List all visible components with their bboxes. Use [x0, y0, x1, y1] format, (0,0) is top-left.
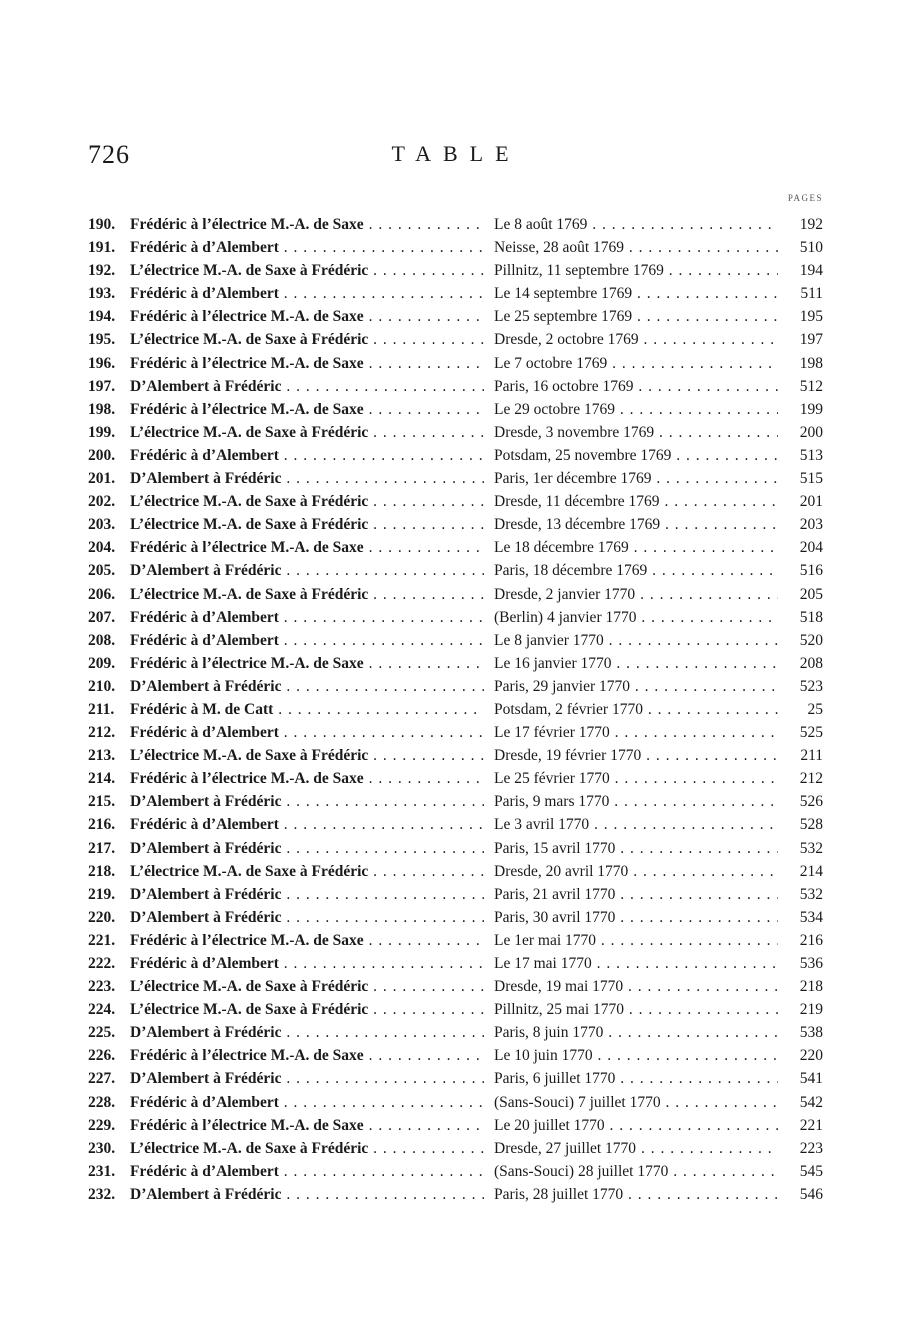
- entry-page: 513: [799, 446, 823, 464]
- entry-correspondents: D’Alembert à Frédéric . . .: [130, 1021, 484, 1044]
- entry-correspondents: Frédéric à l’électrice M.-A. de Saxe . . .: [130, 352, 484, 375]
- entry-correspondents: Frédéric à d’Alembert . . .: [130, 629, 484, 652]
- entry-page: 518: [799, 608, 823, 626]
- entry-correspondents: Frédéric à M. de Catt . . .: [130, 698, 484, 721]
- toc-entry: [0, 467, 900, 490]
- entry-place-date: Le 10 juin 1770 . . .: [494, 1044, 778, 1067]
- entry-correspondents: Frédéric à d’Alembert . . .: [130, 1160, 484, 1183]
- entry-number: 224.: [88, 1001, 116, 1019]
- entry-page: 532: [799, 839, 823, 857]
- entry-number: 219.: [88, 885, 116, 903]
- entry-number: 230.: [88, 1139, 116, 1157]
- entry-number: 213.: [88, 747, 116, 765]
- entry-correspondents: Frédéric à l’électrice M.-A. de Saxe . . .: [130, 1114, 484, 1137]
- page-title: TABLE: [391, 141, 521, 166]
- entry-place-date: Le 3 avril 1770 . . .: [494, 813, 778, 836]
- toc-entry: [0, 837, 900, 860]
- entry-place-date: Dresde, 13 décembre 1769 . . .: [494, 513, 778, 536]
- entry-correspondents: D’Alembert à Frédéric . . .: [130, 1067, 484, 1090]
- entry-page: 192: [799, 216, 823, 233]
- entry-correspondents: L’électrice M.-A. de Saxe à Frédéric . . .: [130, 998, 484, 1021]
- entry-page: 523: [799, 677, 823, 695]
- entry-number: 200.: [88, 446, 116, 464]
- entry-correspondents: Frédéric à l’électrice M.-A. de Saxe . . .: [130, 213, 484, 236]
- entry-page: 516: [799, 562, 823, 580]
- entry-page: 201: [799, 493, 823, 511]
- entry-page: 204: [799, 539, 823, 557]
- entry-place-date: (Sans-Souci) 7 juillet 1770 . . .: [494, 1091, 778, 1114]
- entry-correspondents: D’Alembert à Frédéric . . .: [130, 375, 484, 398]
- entry-number: 208.: [88, 631, 116, 649]
- entry-correspondents: D’Alembert à Frédéric . . .: [130, 906, 484, 929]
- entry-page: 214: [799, 862, 823, 880]
- entry-number: 206.: [88, 585, 116, 603]
- entry-number: 197.: [88, 377, 116, 395]
- entry-correspondents: L’électrice M.-A. de Saxe à Frédéric . . .: [130, 744, 484, 767]
- entry-place-date: Pillnitz, 25 mai 1770 . . .: [494, 998, 778, 1021]
- toc-entry: [0, 398, 900, 421]
- entry-correspondents: Frédéric à l’électrice M.-A. de Saxe . . .: [130, 305, 484, 328]
- entry-page: 541: [799, 1070, 823, 1088]
- entry-place-date: Le 16 janvier 1770 . . .: [494, 652, 778, 675]
- entry-page: 212: [799, 770, 823, 788]
- entry-correspondents: Frédéric à d’Alembert . . .: [130, 952, 484, 975]
- entry-page: 532: [799, 885, 823, 903]
- entry-place-date: Paris, 1er décembre 1769 . . .: [494, 467, 778, 490]
- toc-entry: [0, 1160, 900, 1183]
- entry-correspondents: D’Alembert à Frédéric . . .: [130, 837, 484, 860]
- entry-correspondents: D’Alembert à Frédéric . . .: [130, 790, 484, 813]
- entry-place-date: Dresde, 20 avril 1770 . . .: [494, 860, 778, 883]
- toc-entry: [0, 952, 900, 975]
- entry-place-date: Neisse, 28 août 1769 . . .: [494, 236, 778, 259]
- toc-entry: [0, 213, 900, 236]
- toc-entry: [0, 352, 900, 375]
- entry-correspondents: Frédéric à l’électrice M.-A. de Saxe . . .: [130, 1044, 484, 1067]
- entry-place-date: Pillnitz, 11 septembre 1769 . . .: [494, 259, 778, 282]
- entry-correspondents: Frédéric à d’Alembert . . .: [130, 282, 484, 305]
- entry-correspondents: Frédéric à d’Alembert . . .: [130, 606, 484, 629]
- entry-page: 220: [799, 1047, 823, 1065]
- entry-correspondents: L’électrice M.-A. de Saxe à Frédéric . . .: [130, 583, 484, 606]
- entry-page: 515: [799, 470, 823, 488]
- entry-page: 546: [799, 1185, 823, 1203]
- entry-page: 219: [799, 1001, 823, 1019]
- entry-page: 542: [799, 1093, 823, 1111]
- entry-correspondents: Frédéric à d’Alembert . . .: [130, 444, 484, 467]
- toc-entry: [0, 1183, 900, 1206]
- entry-page: 218: [799, 978, 823, 996]
- entry-correspondents: D’Alembert à Frédéric . . .: [130, 1183, 484, 1206]
- entry-correspondents: L’électrice M.-A. de Saxe à Frédéric . . .: [130, 490, 484, 513]
- entry-place-date: Paris, 15 avril 1770 . . .: [494, 837, 778, 860]
- entry-number: 199.: [88, 423, 116, 441]
- entry-number: 231.: [88, 1162, 116, 1180]
- toc-entry: [0, 1114, 900, 1137]
- toc-entry: [0, 813, 900, 836]
- entry-place-date: Paris, 30 avril 1770 . . .: [494, 906, 778, 929]
- toc-entry: [0, 536, 900, 559]
- entry-page: 538: [799, 1024, 823, 1042]
- entry-place-date: Paris, 28 juillet 1770 . . .: [494, 1183, 778, 1206]
- entry-number: 210.: [88, 677, 116, 695]
- toc-entry: [0, 790, 900, 813]
- entry-correspondents: D’Alembert à Frédéric . . .: [130, 883, 484, 906]
- toc-entry: [0, 490, 900, 513]
- entry-place-date: Paris, 29 janvier 1770 . . .: [494, 675, 778, 698]
- entry-place-date: Le 25 février 1770 . . .: [494, 767, 778, 790]
- entry-number: 204.: [88, 539, 116, 557]
- entry-number: 221.: [88, 931, 116, 949]
- entry-correspondents: Frédéric à l’électrice M.-A. de Saxe . . .: [130, 929, 484, 952]
- entry-place-date: Dresde, 11 décembre 1769 . . .: [494, 490, 778, 513]
- entry-page: 197: [799, 331, 823, 349]
- toc-entry: [0, 305, 900, 328]
- page-number: 726: [88, 140, 130, 169]
- toc-entry: [0, 559, 900, 582]
- entry-number: 212.: [88, 724, 116, 742]
- entry-correspondents: Frédéric à l’électrice M.-A. de Saxe . . .: [130, 536, 484, 559]
- entry-place-date: Dresde, 2 janvier 1770 . . .: [494, 583, 778, 606]
- toc-entry: [0, 975, 900, 998]
- entry-page: 200: [799, 423, 823, 441]
- entry-correspondents: Frédéric à d’Alembert . . .: [130, 813, 484, 836]
- entry-number: 228.: [88, 1093, 116, 1111]
- toc-entry: [0, 421, 900, 444]
- entry-correspondents: L’électrice M.-A. de Saxe à Frédéric . . .: [130, 975, 484, 998]
- entry-place-date: Le 25 septembre 1769 . . .: [494, 305, 778, 328]
- entry-page: 510: [799, 239, 823, 257]
- pages-column-label: PAGES: [787, 193, 823, 203]
- entry-place-date: Le 29 octobre 1769 . . .: [494, 398, 778, 421]
- entry-page: 216: [799, 931, 823, 949]
- entry-page: 526: [799, 793, 823, 811]
- entry-place-date: Le 17 février 1770 . . .: [494, 721, 778, 744]
- entry-page: 221: [799, 1116, 823, 1134]
- entry-place-date: Le 7 octobre 1769 . . .: [494, 352, 778, 375]
- entry-place-date: Le 17 mai 1770 . . .: [494, 952, 778, 975]
- entry-number: 193.: [88, 285, 116, 303]
- toc-entry: [0, 513, 900, 536]
- entry-place-date: Dresde, 3 novembre 1769 . . .: [494, 421, 778, 444]
- entry-page: 199: [799, 400, 823, 418]
- toc-entry: [0, 1044, 900, 1067]
- entry-page: 198: [799, 354, 823, 372]
- entry-correspondents: Frédéric à l’électrice M.-A. de Saxe . . .: [130, 652, 484, 675]
- entry-page: 25: [807, 700, 823, 718]
- entry-number: 194.: [88, 308, 116, 326]
- entry-place-date: (Sans-Souci) 28 juillet 1770 . . .: [494, 1160, 778, 1183]
- entry-correspondents: D’Alembert à Frédéric . . .: [130, 467, 484, 490]
- entry-correspondents: Frédéric à l’électrice M.-A. de Saxe . . .: [130, 767, 484, 790]
- entry-correspondents: L’électrice M.-A. de Saxe à Frédéric . . .: [130, 1137, 484, 1160]
- toc-entry: [0, 929, 900, 952]
- entry-number: 229.: [88, 1116, 116, 1134]
- entry-number: 216.: [88, 816, 116, 834]
- entry-correspondents: Frédéric à l’électrice M.-A. de Saxe . . .: [130, 398, 484, 421]
- entry-place-date: Potsdam, 2 février 1770 . . .: [494, 698, 778, 721]
- entry-number: 217.: [88, 839, 116, 857]
- entry-number: 220.: [88, 908, 116, 926]
- toc-entry: [0, 652, 900, 675]
- toc-entry: [0, 998, 900, 1021]
- entry-page: 223: [799, 1139, 823, 1157]
- entry-number: 192.: [88, 262, 116, 280]
- entry-page: 208: [799, 654, 823, 672]
- entry-number: 195.: [88, 331, 116, 349]
- entry-place-date: Dresde, 27 juillet 1770 . . .: [494, 1137, 778, 1160]
- entry-page: 203: [799, 516, 823, 534]
- entry-place-date: Dresde, 2 octobre 1769 . . .: [494, 328, 778, 351]
- entry-page: 194: [799, 262, 823, 280]
- entry-correspondents: D’Alembert à Frédéric . . .: [130, 675, 484, 698]
- toc-entry: [0, 629, 900, 652]
- entry-page: 534: [799, 908, 823, 926]
- toc-entry: [0, 883, 900, 906]
- entry-number: 207.: [88, 608, 116, 626]
- entry-page: 525: [799, 724, 823, 742]
- entry-number: 203.: [88, 516, 116, 534]
- entry-correspondents: L’électrice M.-A. de Saxe à Frédéric . . .: [130, 860, 484, 883]
- entry-number: 190.: [88, 216, 116, 233]
- entry-number: 198.: [88, 400, 116, 418]
- entry-number: 196.: [88, 354, 116, 372]
- entry-place-date: Le 14 septembre 1769 . . .: [494, 282, 778, 305]
- entry-place-date: Paris, 16 octobre 1769 . . .: [494, 375, 778, 398]
- entry-place-date: Le 18 décembre 1769 . . .: [494, 536, 778, 559]
- entry-correspondents: L’électrice M.-A. de Saxe à Frédéric . . .: [130, 328, 484, 351]
- toc-entry: [0, 606, 900, 629]
- entry-number: 209.: [88, 654, 116, 672]
- entry-number: 214.: [88, 770, 116, 788]
- toc-entry: [0, 906, 900, 929]
- entry-number: 223.: [88, 978, 116, 996]
- toc-entry: [0, 1067, 900, 1090]
- toc-entry: [0, 282, 900, 305]
- toc-entry: [0, 375, 900, 398]
- entry-number: 218.: [88, 862, 116, 880]
- entry-place-date: Paris, 9 mars 1770 . . .: [494, 790, 778, 813]
- entry-place-date: Le 8 août 1769 . . .: [494, 213, 778, 236]
- entry-place-date: Le 8 janvier 1770 . . .: [494, 629, 778, 652]
- entry-page: 205: [799, 585, 823, 603]
- entry-place-date: Le 20 juillet 1770 . . .: [494, 1114, 778, 1137]
- entry-correspondents: Frédéric à d’Alembert . . .: [130, 1091, 484, 1114]
- entry-place-date: Paris, 18 décembre 1769 . . .: [494, 559, 778, 582]
- entry-page: 511: [800, 285, 823, 303]
- entry-correspondents: Frédéric à d’Alembert . . .: [130, 721, 484, 744]
- toc-entry: [0, 583, 900, 606]
- entry-correspondents: D’Alembert à Frédéric . . .: [130, 559, 484, 582]
- entry-correspondents: L’électrice M.-A. de Saxe à Frédéric . . .: [130, 259, 484, 282]
- entry-number: 226.: [88, 1047, 116, 1065]
- entry-number: 222.: [88, 955, 116, 972]
- toc-entry: [0, 1091, 900, 1114]
- entry-number: 201.: [88, 470, 116, 488]
- entry-place-date: Le 1er mai 1770 . . .: [494, 929, 778, 952]
- entry-correspondents: Frédéric à d’Alembert . . .: [130, 236, 484, 259]
- toc-entry: [0, 721, 900, 744]
- entry-number: 211.: [88, 700, 115, 718]
- entry-page: 512: [799, 377, 823, 395]
- entry-page: 528: [799, 816, 823, 834]
- entry-correspondents: L’électrice M.-A. de Saxe à Frédéric . . .: [130, 421, 484, 444]
- entry-page: 211: [800, 747, 823, 765]
- entry-place-date: Dresde, 19 février 1770 . . .: [494, 744, 778, 767]
- entry-place-date: Dresde, 19 mai 1770 . . .: [494, 975, 778, 998]
- entry-page: 195: [799, 308, 823, 326]
- toc-entry: [0, 1137, 900, 1160]
- entry-place-date: Paris, 8 juin 1770 . . .: [494, 1021, 778, 1044]
- toc-entry: [0, 675, 900, 698]
- entry-place-date: Potsdam, 25 novembre 1769 . . .: [494, 444, 778, 467]
- entry-number: 225.: [88, 1024, 116, 1042]
- entry-number: 227.: [88, 1070, 116, 1088]
- entry-place-date: (Berlin) 4 janvier 1770 . . .: [494, 606, 778, 629]
- entry-place-date: Paris, 6 juillet 1770 . . .: [494, 1067, 778, 1090]
- entry-number: 232.: [88, 1185, 116, 1203]
- entry-number: 205.: [88, 562, 116, 580]
- entry-number: 202.: [88, 493, 116, 511]
- table-of-contents: [0, 213, 900, 1206]
- toc-entry: [0, 444, 900, 467]
- toc-entry: [0, 860, 900, 883]
- toc-entry: [0, 259, 900, 282]
- toc-entry: [0, 1021, 900, 1044]
- toc-entry: [0, 767, 900, 790]
- toc-entry: [0, 236, 900, 259]
- toc-entry: [0, 328, 900, 351]
- entry-page: 520: [799, 631, 823, 649]
- entry-page: 536: [799, 955, 823, 972]
- entry-correspondents: L’électrice M.-A. de Saxe à Frédéric . . .: [130, 513, 484, 536]
- entry-page: 545: [799, 1162, 823, 1180]
- toc-entry: [0, 698, 900, 721]
- entry-place-date: Paris, 21 avril 1770 . . .: [494, 883, 778, 906]
- entry-number: 215.: [88, 793, 116, 811]
- toc-entry: [0, 744, 900, 767]
- entry-number: 191.: [88, 239, 116, 257]
